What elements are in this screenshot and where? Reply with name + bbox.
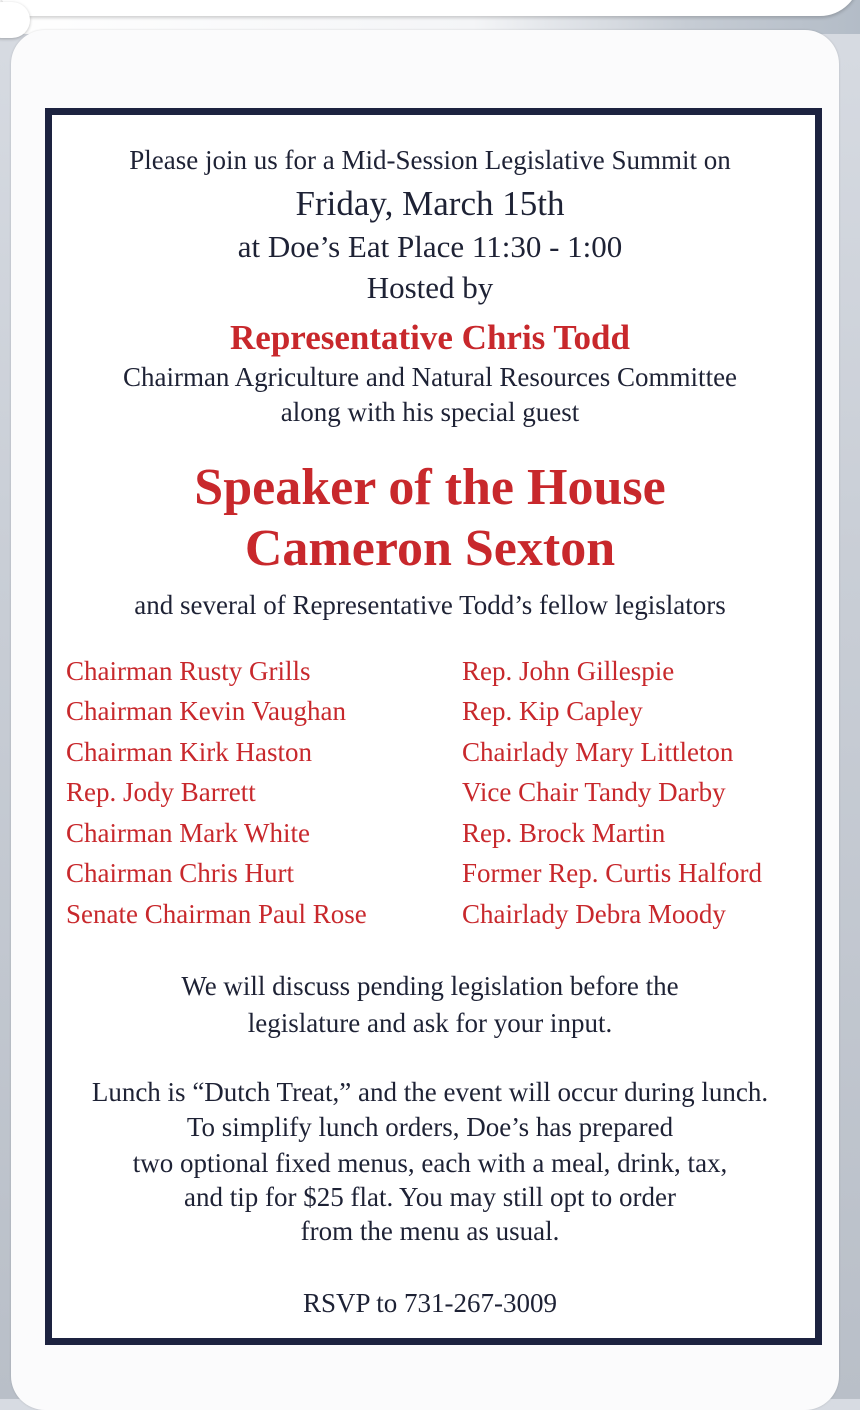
legislator-right-5: Rep. Brock Martin (462, 818, 666, 848)
lunch-line-1: Lunch is “Dutch Treat,” and the event will occur during lunch. (91, 1077, 769, 1107)
hosted-by-label: Hosted by (366, 270, 494, 305)
legislator-right-3: Chairlady Mary Littleton (462, 737, 734, 767)
lunch-line-2: To simplify lunch orders, Doe’s has prepared (186, 1112, 674, 1142)
guest-name: Cameron Sexton (244, 520, 616, 577)
legislator-left-3: Chairman Kirk Haston (66, 737, 312, 767)
legislator-right-2: Rep. Kip Capley (462, 696, 643, 726)
legislators-intro: and several of Representative Todd’s fellow legislators (134, 590, 726, 620)
intro-text: Please join us for a Mid-Session Legislative Summit on (129, 145, 731, 175)
legislator-right-7: Chairlady Debra Moody (462, 899, 726, 929)
legislator-left-1: Chairman Rusty Grills (66, 656, 311, 686)
legislator-right-4: Vice Chair Tandy Darby (462, 777, 726, 807)
legislator-left-4: Rep. Jody Barrett (66, 777, 256, 807)
legislator-left-6: Chairman Chris Hurt (66, 858, 294, 888)
lunch-line-5: from the menu as usual. (300, 1216, 560, 1246)
legislator-left-5: Chairman Mark White (66, 818, 310, 848)
host-name: Representative Chris Todd (230, 318, 630, 357)
discussion-line-2: legislature and ask for your input. (247, 1008, 613, 1038)
guest-title: Speaker of the House (194, 459, 666, 516)
event-date: Friday, March 15th (295, 184, 565, 223)
legislator-right-1: Rep. John Gillespie (462, 656, 675, 686)
rsvp-phone: RSVP to 731-267-3009 (302, 1288, 558, 1318)
lunch-line-3: two optional fixed menus, each with a meal, drink, tax, (132, 1148, 728, 1178)
lunch-line-4: and tip for $25 flat. You may still opt to order (184, 1182, 676, 1212)
legislator-right-6: Former Rep. Curtis Halford (462, 858, 762, 888)
guest-intro: along with his special guest (280, 397, 580, 427)
previous-card-edge (0, 0, 860, 16)
venue-time: at Doe’s Eat Place 11:30 - 1:00 (237, 229, 623, 264)
discussion-line-1: We will discuss pending legislation before the (181, 971, 679, 1001)
legislator-left-7: Senate Chairman Paul Rose (66, 899, 367, 929)
host-title: Chairman Agriculture and Natural Resources Committee (122, 362, 738, 392)
legislator-left-2: Chairman Kevin Vaughan (66, 696, 346, 726)
